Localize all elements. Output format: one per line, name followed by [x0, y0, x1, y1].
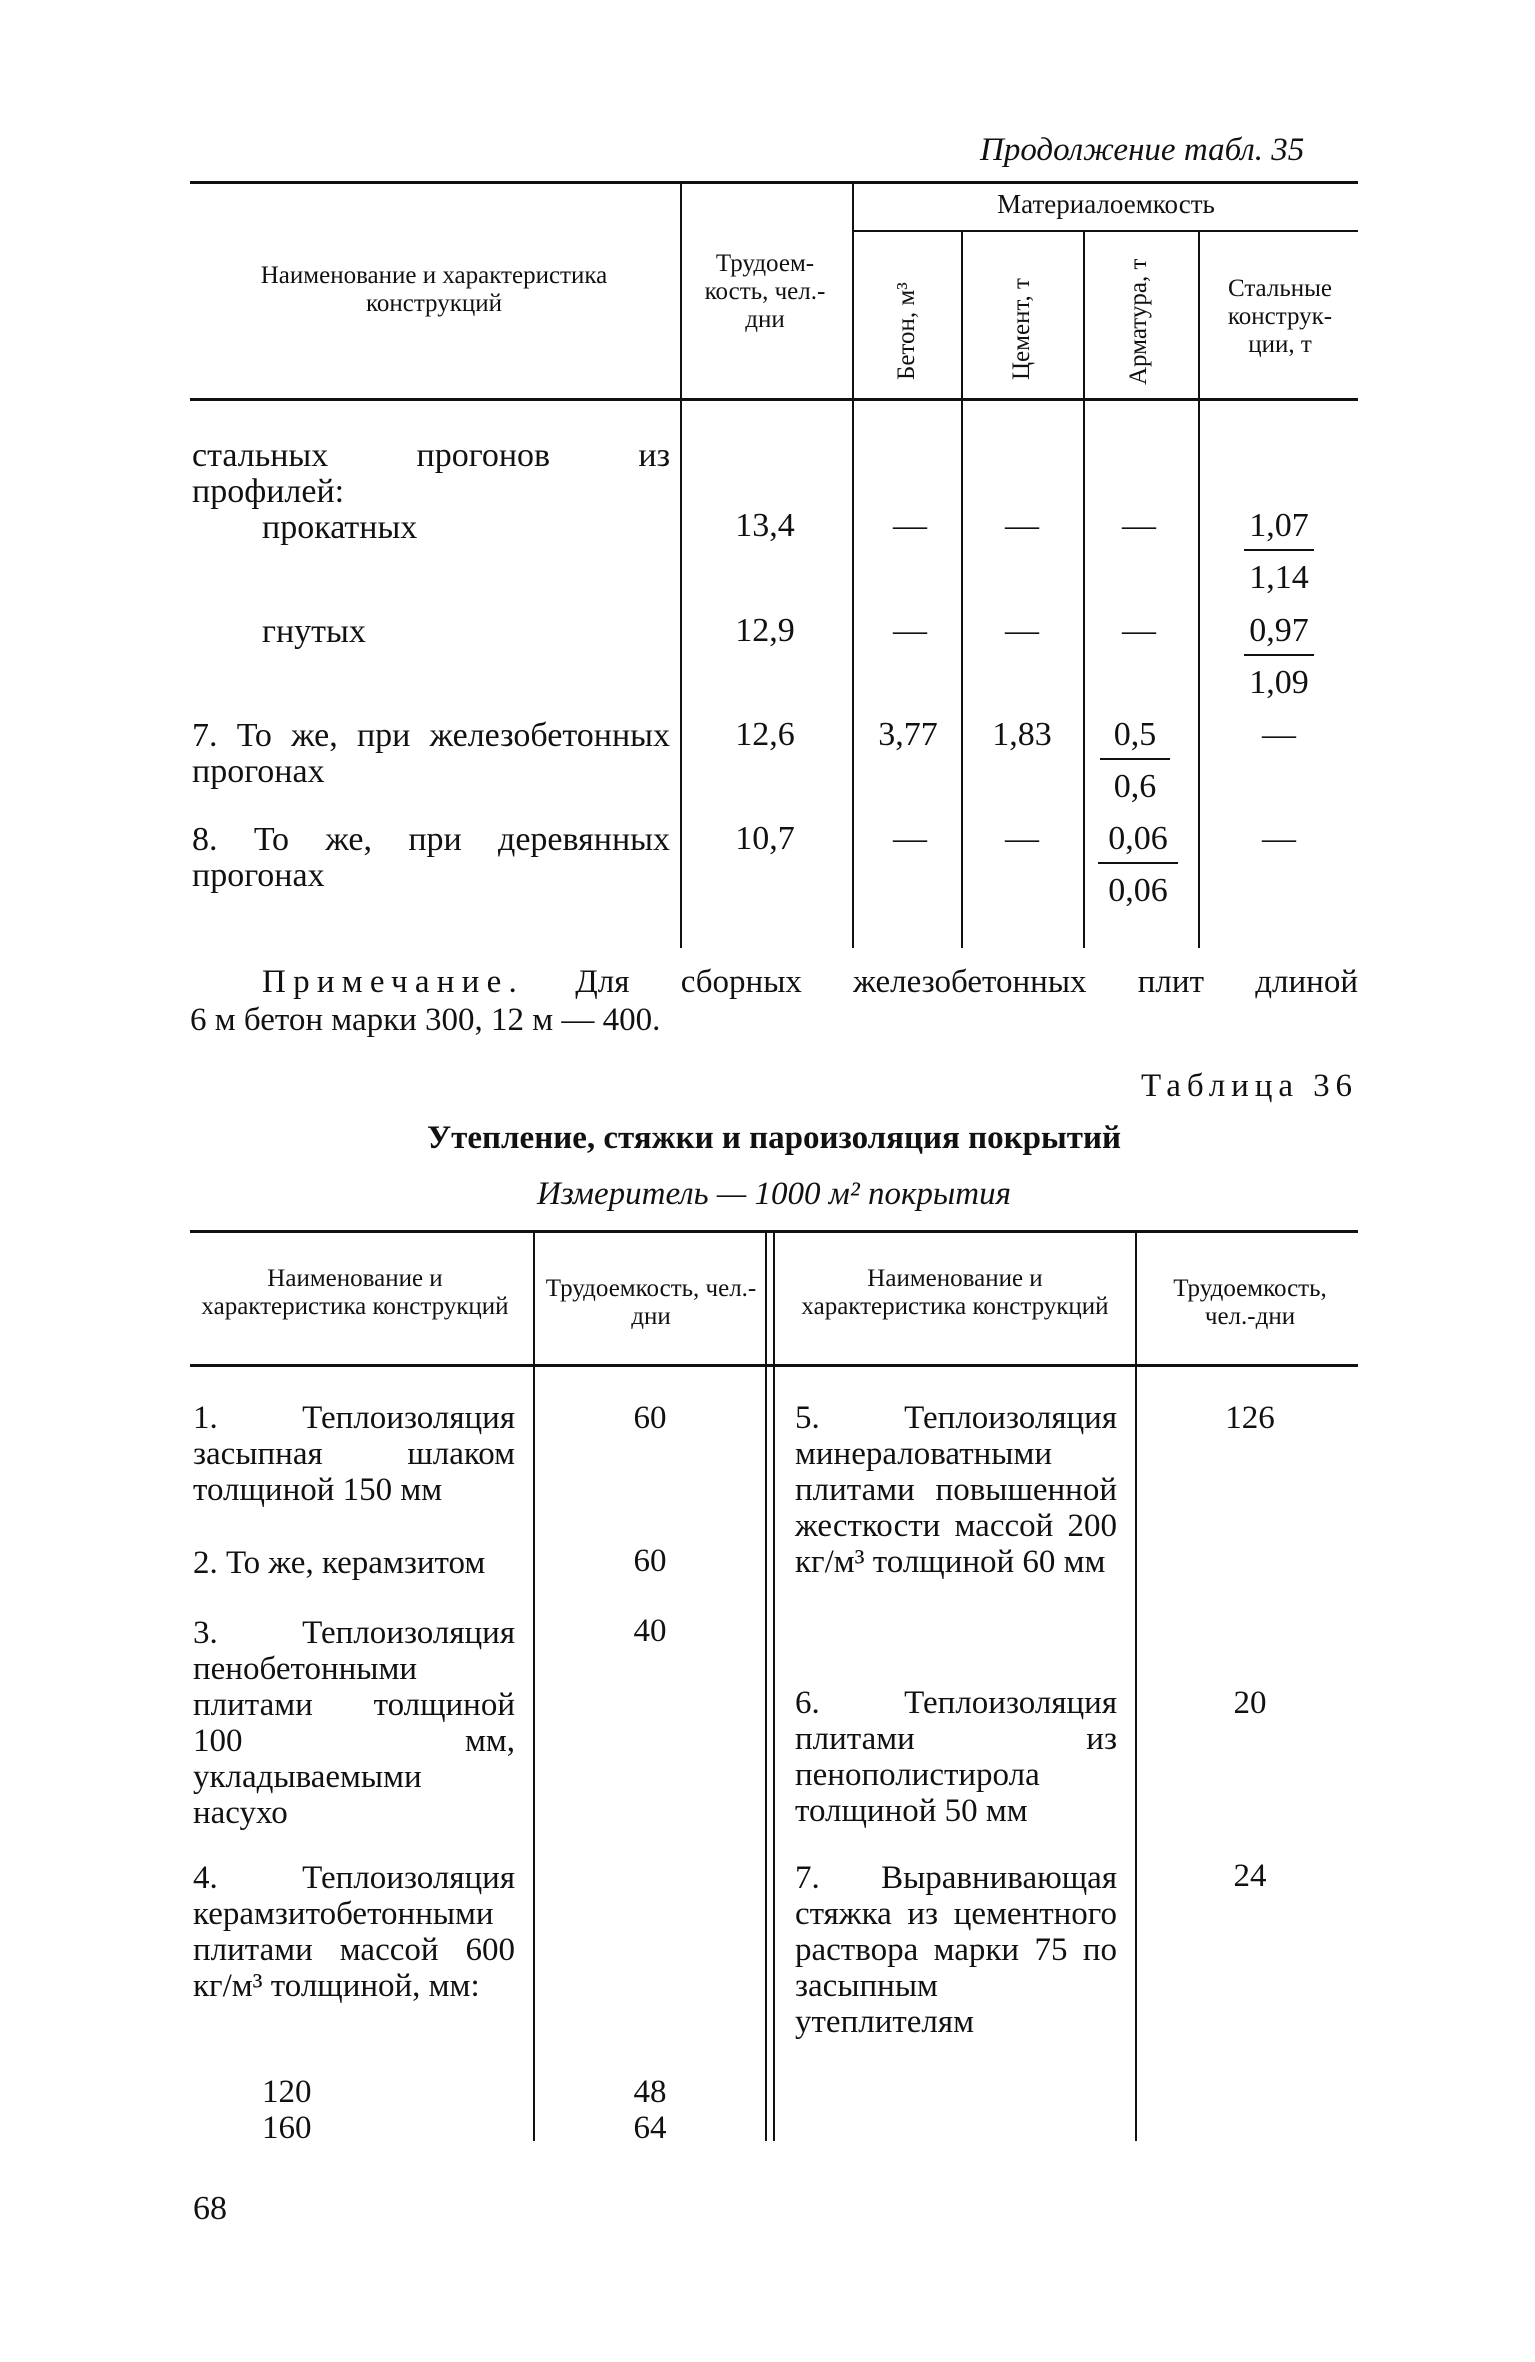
rebar-value: —	[1122, 612, 1156, 649]
table35-col-divider	[680, 184, 682, 948]
steel-fraction	[1244, 612, 1314, 702]
cement-value: 1,83	[992, 716, 1052, 753]
header-name: Наименование и характеристика конструкций	[260, 262, 608, 317]
t36-item-4-160: 160	[262, 2110, 312, 2146]
page-number: 68	[193, 2190, 227, 2227]
table35-materials-rule	[854, 230, 1358, 232]
cement-value: —	[1005, 820, 1039, 857]
table35-note-line2: 6 м бетон марки 300, 12 м — 400.	[190, 1002, 661, 1038]
table35-col-divider	[1083, 232, 1085, 948]
table36-col-divider	[765, 1233, 767, 2141]
header-labor: Трудоем-кость, чел.-дни	[704, 250, 826, 333]
cement-value: —	[1005, 507, 1039, 544]
t36-value: 60	[633, 1543, 667, 1579]
table35-col-divider	[961, 232, 963, 948]
t36-item-5: 5. Теплоизоляция минераловатными плитами повышенной жесткости массой 200 кг/м³ толщиной 60 мм	[795, 1400, 1117, 1580]
table35-col-divider	[1198, 232, 1200, 948]
table36-col-divider	[1135, 1233, 1137, 2141]
t36-item-6: 6. Теплоизоляция плитами из пенополистирола толщиной 50 мм	[795, 1685, 1117, 1829]
t36-value: 64	[633, 2110, 667, 2146]
header-concrete: Бетон, м³	[893, 282, 920, 380]
t36-value: 60	[633, 1400, 667, 1436]
t36-value: 40	[633, 1613, 667, 1649]
t36-item-2: 2. То же, керамзитом	[193, 1545, 486, 1581]
t36-header-labor-right: Трудоемкость, чел.-дни	[1173, 1275, 1327, 1330]
rebar-fraction	[1098, 820, 1178, 910]
rebar-value-bottom: 0,6	[1113, 768, 1157, 805]
note-label: Примечание.	[262, 964, 525, 1000]
table35-top-rule	[190, 181, 1358, 184]
t36-value: 24	[1233, 1858, 1267, 1894]
steel-value-top: 1,07	[1244, 507, 1314, 551]
rebar-value-top: 0,06	[1098, 820, 1178, 864]
row-bent: гнутых	[262, 613, 366, 650]
cement-value: —	[1005, 612, 1039, 649]
table36-col-divider	[773, 1233, 775, 2141]
t36-item-4-120: 120	[262, 2074, 312, 2110]
table35-header-rule	[190, 398, 1358, 401]
t36-value: 126	[1225, 1400, 1275, 1436]
t36-item-4: 4. Теплоизоляция керамзитобетонными плитами массой 600 кг/м³ толщиной, мм:	[193, 1860, 515, 2004]
concrete-value: —	[893, 507, 927, 544]
labor-value: 12,9	[735, 612, 795, 649]
t36-header-name-right: Наименование и характеристика конструкций	[801, 1265, 1109, 1320]
labor-value: 10,7	[735, 820, 795, 857]
row-7: 7. То же, при железобетонных прогонах	[192, 717, 670, 790]
row-steel-purlins: стальных прогонов из профилей:	[192, 437, 670, 510]
header-materials: Материалоемкость	[997, 189, 1215, 219]
t36-item-7: 7. Выравнивающая стяжка из цементного раствора марки 75 по засыпным утеплителям	[795, 1860, 1117, 2040]
steel-value-bottom: 1,09	[1249, 664, 1309, 701]
table36-subtitle: Измеритель — 1000 м² покрытия	[537, 1176, 1011, 1212]
table36-title: Утепление, стяжки и пароизоляция покрытий	[426, 1120, 1122, 1156]
labor-value: 13,4	[735, 507, 795, 544]
t36-item-1: 1. Теплоизоляция засыпная шлаком толщиной 150 мм	[193, 1400, 515, 1508]
steel-value-bottom: 1,14	[1249, 559, 1309, 596]
t36-item-3: 3. Теплоизоляция пенобетонными плитами толщиной 100 мм, укладываемыми насухо	[193, 1615, 515, 1831]
table36-header-rule	[190, 1364, 1358, 1367]
continuation-caption: Продолжение табл. 35	[980, 132, 1305, 168]
rebar-fraction	[1100, 716, 1170, 806]
steel-value: —	[1262, 820, 1296, 857]
t36-value: 20	[1233, 1685, 1267, 1721]
concrete-value: —	[893, 612, 927, 649]
t36-header-name-left: Наименование и характеристика конструкций	[201, 1265, 509, 1320]
rebar-value-top: 0,5	[1100, 716, 1170, 760]
steel-value-top: 0,97	[1244, 612, 1314, 656]
table35-note	[262, 963, 1358, 1001]
row-rolled: прокатных	[262, 509, 418, 546]
header-steel: Стальные конструк-ции, т	[1227, 275, 1333, 358]
row-8: 8. То же, при деревянных прогонах	[192, 821, 670, 894]
note-text: Для сборных железобетонных плит длиной	[575, 964, 1358, 1000]
rebar-value-bottom: 0,06	[1108, 872, 1168, 909]
concrete-value: —	[893, 820, 927, 857]
t36-value: 48	[633, 2074, 667, 2110]
steel-value: —	[1262, 716, 1296, 753]
steel-fraction	[1244, 507, 1314, 597]
header-cement: Цемент, т	[1008, 278, 1035, 380]
t36-header-labor-left: Трудоемкость, чел.-дни	[545, 1275, 757, 1330]
labor-value: 12,6	[735, 716, 795, 753]
table36-label: Таблица 36	[1140, 1068, 1358, 1104]
table36-col-divider	[533, 1233, 535, 2141]
rebar-value: —	[1122, 507, 1156, 544]
table35-col-divider	[852, 184, 854, 948]
header-rebar: Арматура, т	[1125, 258, 1152, 385]
concrete-value: 3,77	[878, 716, 938, 753]
